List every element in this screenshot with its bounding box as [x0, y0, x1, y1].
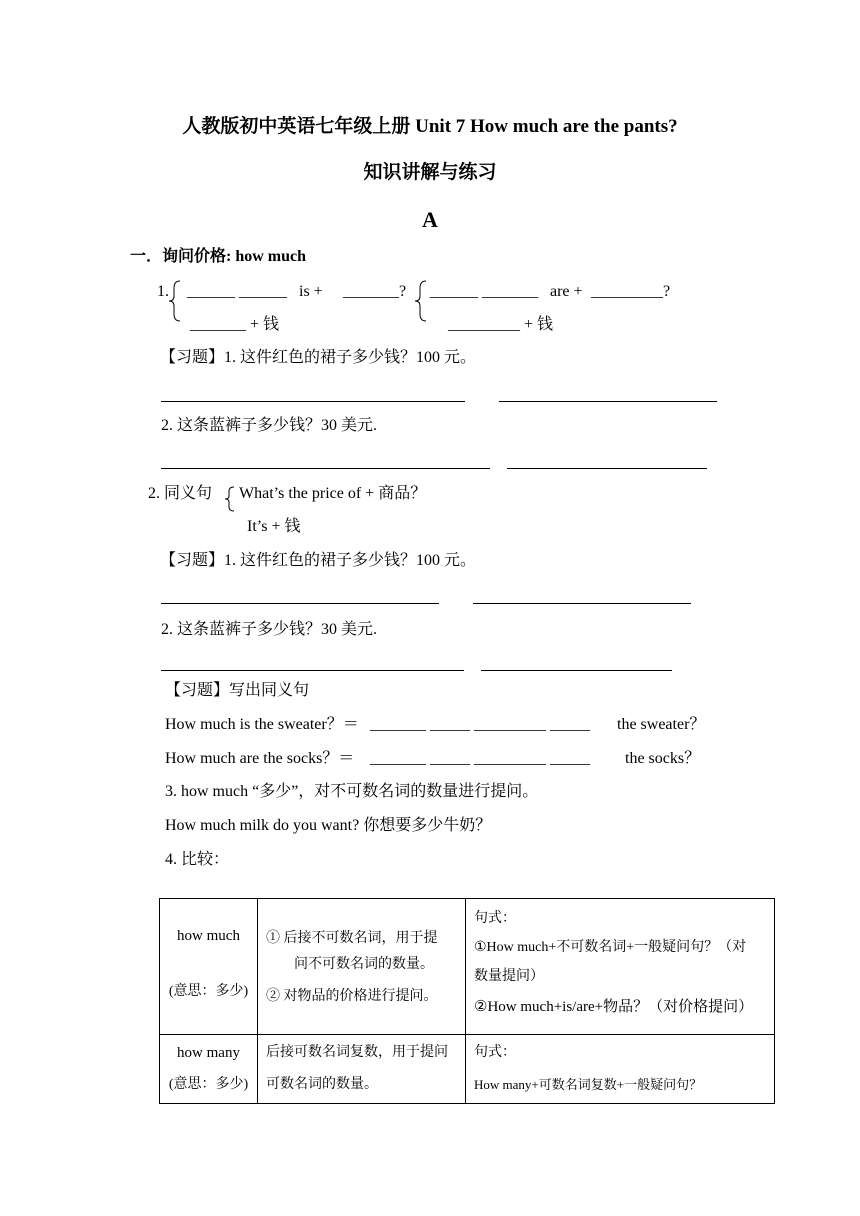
- item1-left-answer: _______ + 钱: [190, 316, 280, 333]
- usage-line: 后接可数名词复数，用于提问: [266, 1045, 448, 1060]
- table-cell-pattern: [466, 899, 775, 1035]
- table-cell-word: [160, 1035, 258, 1104]
- exercise2-question1: 【习题】1. 这件红色的裙子多少钱？100 元。: [160, 552, 477, 569]
- item3-example: How much milk do you want? 你想要多少牛奶？: [165, 817, 492, 834]
- item1-right-answer: _________ + 钱: [448, 316, 554, 333]
- item2-question: What’s the price of + 商品？: [239, 485, 427, 502]
- pattern-line: 数量提问）: [474, 969, 544, 984]
- pattern-line: 句式：: [474, 1045, 516, 1060]
- section-letter: A: [422, 207, 438, 232]
- pattern-line: ②How much+is/are+物品？（对价格提问）: [474, 999, 754, 1015]
- item1-right-question-blanks: ______ _______: [430, 283, 538, 300]
- table-cell-pattern: [466, 1035, 775, 1104]
- answer-line[interactable]: [161, 401, 465, 402]
- exercise3-label: 【习题】写出同义句: [165, 682, 310, 699]
- synonym-sentence1-head: How much is the sweater？＝: [165, 716, 359, 733]
- brace-icon: [224, 486, 236, 512]
- pattern-line: 句式：: [474, 911, 516, 926]
- right-brace-icon: [414, 280, 428, 322]
- page-title: 人教版初中英语七年级上册 Unit 7 How much are the pants?: [182, 116, 678, 137]
- table-cell-usage: [258, 899, 466, 1035]
- usage-line: ② 对物品的价格进行提问。: [266, 989, 438, 1004]
- exercise2-question2: 2. 这条蓝裤子多少钱？30 美元.: [161, 621, 378, 638]
- answer-line[interactable]: [473, 603, 691, 604]
- usage-line: ① 后接不可数名词，用于提: [266, 931, 438, 946]
- synonym-sentence1-blanks[interactable]: _______ _____ _________ _____: [370, 716, 590, 733]
- item1-left-question-tail: _______?: [343, 283, 407, 300]
- word-meaning: (意思：多少): [168, 1077, 249, 1092]
- item2-answer: It’s + 钱: [247, 518, 301, 535]
- item1-number: 1.: [157, 283, 169, 300]
- section-heading: 一．询问价格: how much: [130, 248, 307, 265]
- synonym-sentence2-tail: the socks？: [625, 750, 701, 767]
- table-row: [160, 899, 775, 1035]
- left-brace-icon: [168, 280, 182, 322]
- word-label: how many: [177, 1045, 240, 1061]
- item3-text: 3. how much “多少”，对不可数名词的数量进行提问。: [165, 783, 539, 800]
- answer-line[interactable]: [161, 670, 464, 671]
- word-meaning: (意思：多少): [168, 984, 249, 999]
- answer-line[interactable]: [161, 468, 490, 469]
- pattern-line: ①How much+不可数名词+一般疑问句？（对: [474, 940, 747, 955]
- item4-label: 4. 比较：: [165, 851, 230, 868]
- item1-left-question-blanks: ______ ______: [187, 283, 287, 300]
- page-subtitle: 知识讲解与练习: [363, 162, 497, 183]
- item1-left-question-is: is +: [299, 283, 323, 300]
- answer-line[interactable]: [507, 468, 707, 469]
- exercise1-question1: 【习题】1. 这件红色的裙子多少钱？100 元。: [160, 349, 477, 366]
- item1-right-question-tail: _________?: [591, 283, 671, 300]
- answer-line[interactable]: [499, 401, 717, 402]
- pattern-line: How many+可数名词复数+一般疑问句？: [474, 1077, 703, 1092]
- table-cell-word: [160, 899, 258, 1035]
- table-cell-usage: [258, 1035, 466, 1104]
- item1-right-question-are: are +: [550, 283, 583, 300]
- comparison-table: [159, 898, 775, 1104]
- answer-line[interactable]: [161, 603, 439, 604]
- synonym-sentence2-head: How much are the socks？＝: [165, 750, 355, 767]
- table-row: [160, 1035, 775, 1104]
- exercise1-question2: 2. 这条蓝裤子多少钱？30 美元.: [161, 417, 378, 434]
- answer-line[interactable]: [481, 670, 672, 671]
- usage-line: 可数名词的数量。: [266, 1077, 378, 1092]
- synonym-sentence2-blanks[interactable]: _______ _____ _________ _____: [370, 750, 590, 767]
- synonym-sentence1-tail: the sweater？: [617, 716, 706, 733]
- word-label: how much: [177, 928, 240, 944]
- usage-line: 问不可数名词的数量。: [294, 957, 434, 972]
- item2-label: 2. 同义句: [148, 485, 213, 502]
